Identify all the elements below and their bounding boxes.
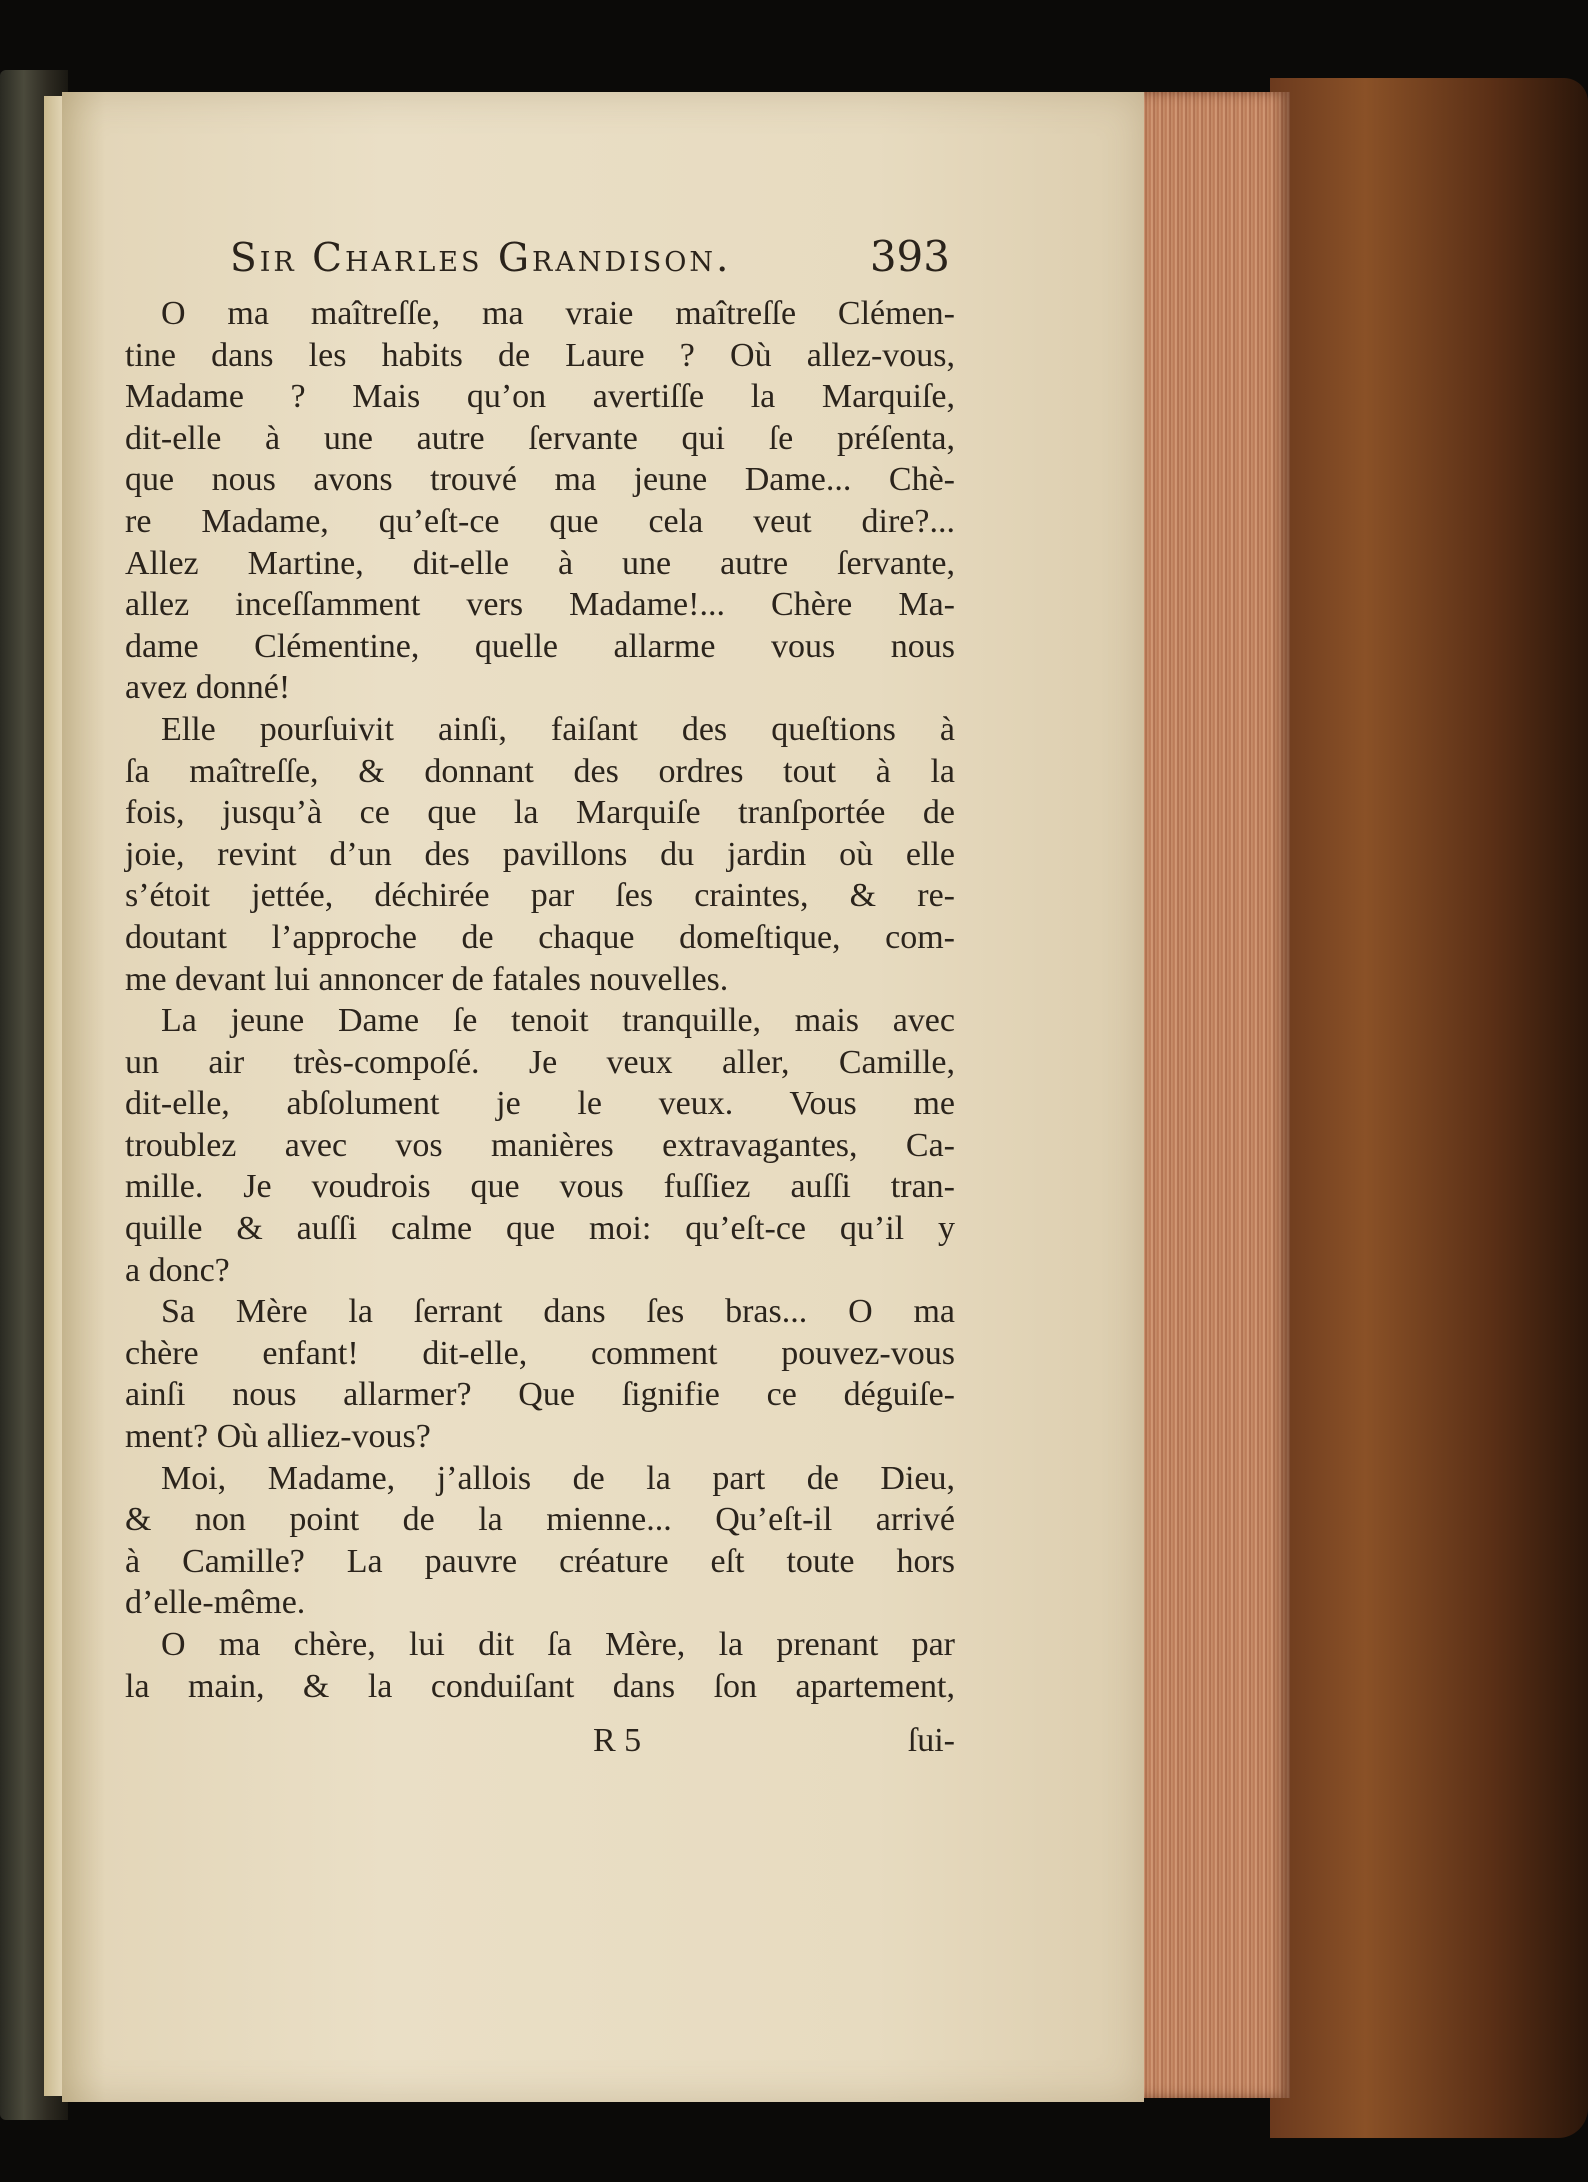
text-line: ment? Où alliez-vous? <box>125 1418 431 1456</box>
text-line: a donc? <box>125 1251 230 1289</box>
text-line: que nous avons trouvé ma jeune Dame... Chè- <box>125 461 955 499</box>
text-line: dame Clémentine, quelle allarme vous nous <box>125 627 955 665</box>
text-line: dit-elle, abſolument je le veux. Vous me <box>125 1085 955 1123</box>
text-line: un air très-compoſé. Je veux aller, Camille, <box>125 1043 955 1081</box>
text-line: fois, jusqu’à ce que la Marquiſe tranſportée de <box>125 794 955 832</box>
text-line: Allez Martine, dit-elle à une autre ſervante, <box>125 544 955 582</box>
running-head-title: Sir Charles Grandison. <box>230 236 732 281</box>
text-line: troublez avec vos manières extravagantes, Ca- <box>125 1126 955 1164</box>
running-head <box>230 232 950 288</box>
page-footer <box>125 1722 955 1764</box>
text-line: Moi, Madame, j’allois de la part de Dieu, <box>161 1459 955 1497</box>
text-line: mille. Je voudrois que vous fuſſiez auſſi tran- <box>125 1168 955 1206</box>
text-line: re Madame, qu’eſt-ce que cela veut dire?... <box>125 502 955 540</box>
catchword: ſui- <box>907 1722 955 1759</box>
text-line: chère enfant! dit-elle, comment pouvez-vous <box>125 1334 955 1372</box>
text-line: avez donné! <box>125 669 291 707</box>
text-line: tine dans les habits de Laure ? Où allez-vous, <box>125 336 955 374</box>
text-line: s’étoit jettée, déchirée par ſes craintes, & re- <box>125 877 955 915</box>
text-line: O ma maîtreſſe, ma vraie maîtreſſe Clémen- <box>161 295 955 332</box>
text-line: me devant lui annoncer de fatales nouvelles. <box>125 960 729 998</box>
page-number: 393 <box>869 232 950 281</box>
text-line: dit-elle à une autre ſervante qui ſe préſenta, <box>125 419 955 457</box>
text-line: La jeune Dame ſe tenoit tranquille, mais avec <box>161 1002 955 1040</box>
text-line: à Camille? La pauvre créature eſt toute hors <box>125 1542 955 1580</box>
signature-mark: R 5 <box>593 1722 642 1759</box>
text-line: ſa maîtreſſe, & donnant des ordres tout à la <box>125 752 955 790</box>
text-line: joie, revint d’un des pavillons du jardin où elle <box>125 835 955 873</box>
leather-cover <box>1270 78 1588 2138</box>
text-line: Madame ? Mais qu’on avertiſſe la Marquiſe, <box>125 378 955 416</box>
text-line: d’elle-même. <box>125 1584 306 1622</box>
body-text <box>125 293 955 1707</box>
text-line: & non point de la mienne... Qu’eſt-il arrivé <box>125 1501 955 1539</box>
text-line: quille & auſſi calme que moi: qu’eſt-ce qu’il y <box>125 1210 955 1248</box>
text-line: O ma chère, lui dit ſa Mère, la prenant par <box>161 1626 955 1663</box>
page-block-edge <box>1140 92 1290 2098</box>
text-line: allez inceſſamment vers Madame!... Chère Ma- <box>125 586 955 624</box>
text-line: Sa Mère la ſerrant dans ſes bras... O ma <box>161 1293 955 1331</box>
text-line: ainſi nous allarmer? Que ſignifie ce déguiſe- <box>125 1376 955 1414</box>
text-line: doutant l’approche de chaque domeſtique, com- <box>125 918 955 956</box>
text-line: la main, & la conduiſant dans ſon apartement, <box>125 1667 955 1705</box>
text-line: Elle pourſuivit ainſi, faiſant des queſtions à <box>161 710 955 748</box>
